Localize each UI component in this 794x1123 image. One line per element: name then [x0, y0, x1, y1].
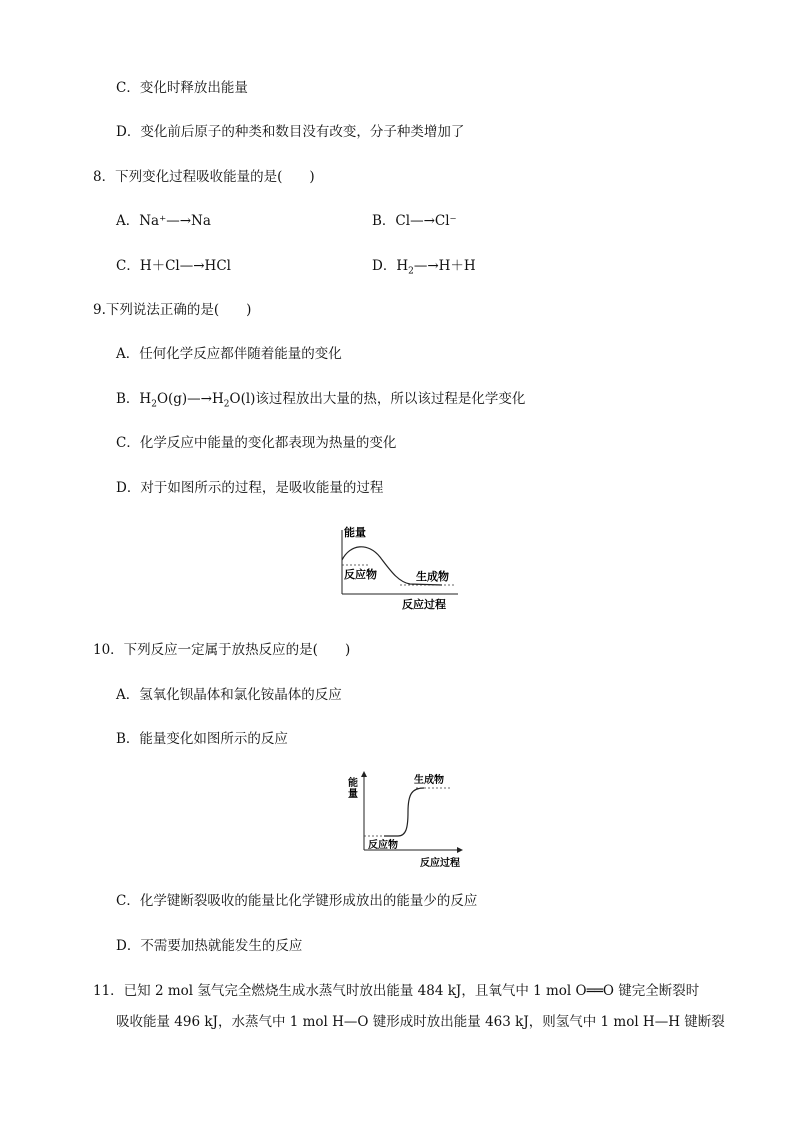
q9-x-label: 反应过程 — [402, 598, 446, 611]
q8-option-d — [372, 257, 476, 275]
q10-energy-curve — [384, 788, 424, 836]
q10-product-label: 生成物 — [414, 775, 444, 786]
q7-option-c: C．变化时释放出能量 — [116, 80, 248, 96]
q8-option-c: C．H＋Cl—→HCl — [116, 258, 231, 274]
q9-option-d: D．对于如图所示的过程，是吸收能量的过程 — [116, 480, 384, 496]
q10-energy-diagram — [344, 770, 472, 872]
q8-option-d-text-end: —→H＋H — [413, 258, 476, 274]
q7-option-d: D．变化前后原子的种类和数目没有改变，分子种类增加了 — [116, 124, 465, 140]
q9-option-a: A．任何化学反应都伴随着能量的变化 — [116, 346, 342, 362]
q10-option-b: B．能量变化如图所示的反应 — [116, 731, 288, 747]
q10-y-label-2: 量 — [348, 789, 358, 800]
q9-y-label: 能量 — [344, 526, 366, 539]
q10-option-d: D．不需要加热就能发生的反应 — [116, 938, 303, 954]
q9-option-b-sub-2: 2 — [223, 399, 230, 410]
q9-option-b — [116, 390, 525, 408]
q10-option-a: A．氢氧化钡晶体和氯化铵晶体的反应 — [116, 687, 342, 703]
q8-stem: 8．下列变化过程吸收能量的是( ) — [93, 169, 315, 185]
q9-option-b-text-3: O(l)该过程放出大量的热，所以该过程是化学变化 — [229, 391, 526, 407]
q9-option-b-text-2: O(g)—→H — [156, 391, 224, 407]
q11-line-1: 11．已知 2 mol 氢气完全燃烧生成水蒸气时放出能量 484 kJ，且氧气中 1 mol O══O 键完全断裂时 — [93, 983, 700, 999]
q8-option-b: B．Cl—→Cl⁻ — [372, 213, 457, 229]
q9-reactant-label: 反应物 — [344, 568, 377, 581]
q11-line-2: 吸收能量 496 kJ，水蒸气中 1 mol H—O 键形成时放出能量 463 kJ，则氢气中 1 mol H—H 键断裂 — [116, 1014, 725, 1030]
q10-y-label-1: 能 — [348, 778, 358, 789]
q9-option-b-sub-1: 2 — [151, 399, 157, 410]
q9-stem: 9.下列说法正确的是( ) — [93, 302, 252, 318]
q8-option-a: A．Na⁺—→Na — [116, 213, 211, 229]
q9-product-label: 生成物 — [416, 570, 449, 583]
q10-stem: 10．下列反应一定属于放热反应的是( ) — [93, 642, 351, 658]
q8-option-d-subscript: 2 — [408, 266, 414, 277]
q9-energy-diagram — [330, 522, 470, 614]
q10-reactant-label: 反应物 — [368, 840, 398, 851]
q8-option-d-text: D．H — [372, 258, 409, 274]
q10-option-c: C．化学键断裂吸收的能量比化学键形成放出的能量少的反应 — [116, 893, 478, 909]
q9-option-b-text-1: B．H — [116, 391, 152, 407]
q9-option-c: C．化学反应中能量的变化都表现为热量的变化 — [116, 435, 397, 451]
q10-x-label: 反应过程 — [420, 858, 460, 869]
